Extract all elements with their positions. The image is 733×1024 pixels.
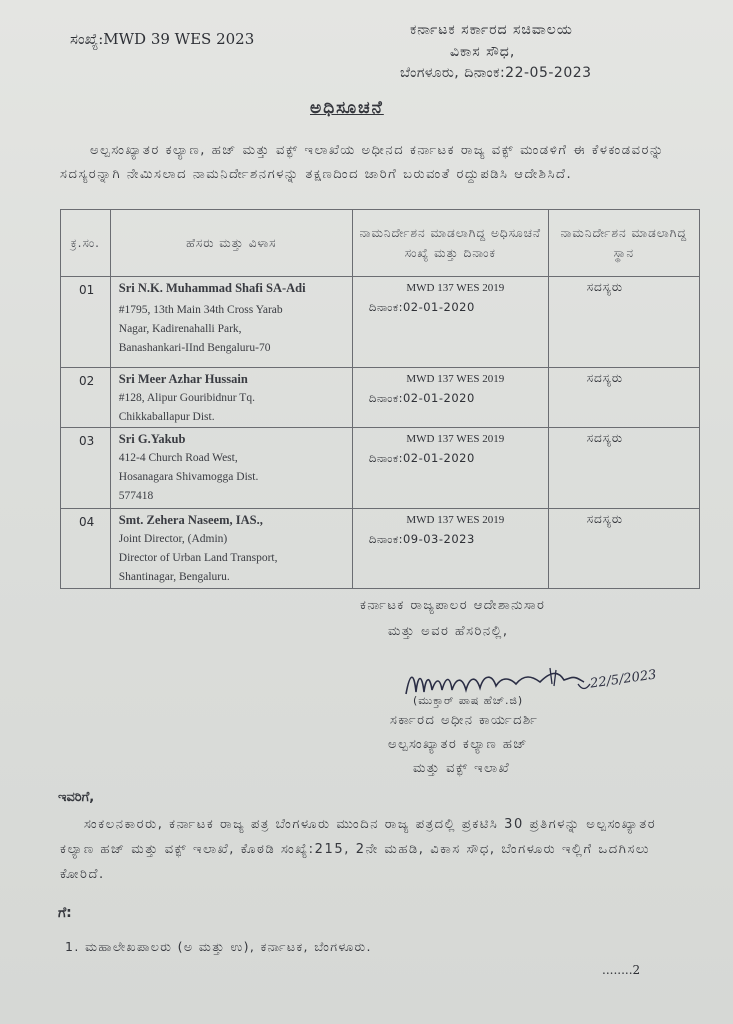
row-ref [352,277,548,368]
copy-recipient-1: 1. ಮಹಾಲೇಖಪಾಲರು (ಅ ಮತ್ತು ಉ), ಕರ್ನಾಟಕ, ಬೆಂಗಳೂರು. [65,939,372,954]
table-row [61,368,700,428]
table-row [61,277,700,368]
row-ref [352,368,548,428]
table-header-row [61,210,700,277]
address-line: 577418 [118,490,154,502]
ref-number: MWD 137 WES 2019 [406,433,505,445]
row-name-address [110,368,352,428]
signatory-name: (ಮುಕ್ತಾರ್ ಪಾಷ ಹೆಚ್.ಜಿ) [413,694,524,707]
address-line: #1795, 13th Main 34th Cross Yarab [118,304,283,316]
header-notification-ref: ನಾಮನಿರ್ದೇಶನ ಮಾಡಲಾಗಿದ್ದ ಅಧಿಸೂಚನೆ ಸಂಖ್ಯೆ ಮತ್ತು ದಿನಾಂಕ [352,210,548,277]
row-sl: 03 [61,428,111,509]
ref-date: ದಿನಾಂಕ:09-03-2023 [368,532,475,546]
address-line: Joint Director, (Admin) [118,533,228,545]
ref-number: MWD 137 WES 2019 [406,373,505,385]
row-designation: ಸದಸ್ಯರು [548,277,699,368]
address-line: Shantinagar, Bengaluru. [118,571,230,583]
building-name: ವಿಕಾಸ ಸೌಧ, [450,44,516,60]
address-line: Director of Urban Land Transport, [118,552,278,564]
address-line: 412-4 Church Road West, [118,452,238,464]
copy-to-label: ಗೆ: [58,905,72,921]
table-row [61,509,700,589]
signatory-department: ಅಲ್ಪಸಂಖ್ಯಾತರ ಕಲ್ಯಾಣ ಹಜ್ [388,737,528,752]
ref-date: ದಿನಾಂಕ:02-01-2020 [368,300,475,314]
row-ref [352,428,548,509]
row-designation: ಸದಸ್ಯರು [548,509,699,589]
header-name-address: ಹೆಸರು ಮತ್ತು ವಿಳಾಸ [110,210,352,277]
intro-paragraph: ಅಲ್ಪಸಂಖ್ಯಾತರ ಕಲ್ಯಾಣ, ಹಜ್ ಮತ್ತು ವಕ್ಫ್ ಇಲಾಖೆಯ ಅಧೀನದ ಕರ್ನಾಟಕ ರಾಜ್ಯ ವಕ್ಫ್ ಮಂಡಳಿಗೆ ಈ ಕೆಳಕಂಡವರನ್ನು ಸದಸ್ಯರನ್ನಾಗಿ ನೇಮಿಸಲಾದ ನಾಮನಿರ್ದೇಶನಗಳನ್ನು ತಕ್ಷಣದಿಂದ ಜಾರಿಗೆ ಬರುವಂತೆ ರದ್ದುಪಡಿಸಿ ಆದೇಶಿಸಿದೆ. [60,143,665,182]
row-name-address [110,509,352,589]
member-name: Sri G.Yakub [118,432,186,446]
publication-paragraph: ಸಂಕಲನಕಾರರು, ಕರ್ನಾಟಕ ರಾಜ್ಯ ಪತ್ರ ಬೆಂಗಳೂರು ಮುಂದಿನ ರಾಜ್ಯ ಪತ್ರದಲ್ಲಿ ಪ್ರಕಟಿಸಿ 30 ಪ್ರತಿಗಳನ್ನು ಅಲ್ಪಸಂಖ್ಯಾತರ ಕಲ್ಯಾಣ ಹಜ್ ಮತ್ತು ವಕ್ಫ್ ಇಲಾಖೆ, ಕೊಠಡಿ ಸಂಖ್ಯೆ:215, 2ನೇ ಮಹಡಿ, ವಿಕಾಸ ಸೌಧ, ಬೆಂಗಳೂರು ಇಲ್ಲಿಗೆ ಒದಗಿಸಲು ಕೋರಿದೆ. [60,817,657,882]
signatory-designation: ಸರ್ಕಾರದ ಅಧೀನ ಕಾರ್ಯದರ್ಶಿ [390,713,539,728]
header-position: ನಾಮನಿರ್ದೇಶನ ಮಾಡಲಾಗಿದ್ದ ಸ್ಥಾನ [548,210,699,277]
signatory-department-cont: ಮತ್ತು ವಕ್ಫ್ ಇಲಾಖೆ [413,761,511,776]
row-name-address [110,277,352,368]
member-name: Sri N.K. Muhammad Shafi SA-Adi [118,281,306,295]
row-sl: 02 [61,368,111,428]
address-line: #128, Alipur Gouribidnur Tq. [118,392,255,404]
row-sl: 04 [61,509,111,589]
notification-title: ಅಧಿಸೂಚನೆ [310,98,384,118]
row-designation: ಸದಸ್ಯರು [548,368,699,428]
governor-name-line: ಮತ್ತು ಅವರ ಹೆಸರಿನಲ್ಲಿ, [388,624,509,639]
member-name: Smt. Zehera Naseem, IAS., [118,513,263,527]
ref-number: MWD 137 WES 2019 [406,514,505,526]
members-table [60,209,700,589]
address-line: Banashankari-IInd Bengaluru-70 [118,342,271,354]
recipient-label: ಇವರಿಗೆ, [58,790,95,805]
header-sl: ಕ್ರ.ಸಂ. [61,210,111,277]
order-number: ಸಂಖ್ಯೆ:MWD 39 WES 2023 [70,30,255,48]
row-designation: ಸದಸ್ಯರು [548,428,699,509]
table-row [61,428,700,509]
next-page-indicator: ........2 [602,963,641,977]
governor-order-line: ಕರ್ನಾಟಕ ರಾಜ್ಯಪಾಲರ ಆದೇಶಾನುಸಾರ [360,598,546,613]
member-name: Sri Meer Azhar Hussain [118,372,248,386]
ref-date: ದಿನಾಂಕ:02-01-2020 [368,451,475,465]
place-date: ಬೆಂಗಳೂರು, ದಿನಾಂಕ:22-05-2023 [400,65,592,81]
department-name: ಕರ್ನಾಟಕ ಸರ್ಕಾರದ ಸಚಿವಾಲಯ [410,22,573,38]
ref-number: MWD 137 WES 2019 [406,282,505,294]
row-name-address [110,428,352,509]
signature-date: 22/5/2023 [589,667,658,692]
address-line: Hosanagara Shivamogga Dist. [118,471,259,483]
address-line: Chikkaballapur Dist. [118,411,215,423]
ref-date: ದಿನಾಂಕ:02-01-2020 [368,391,475,405]
row-ref [352,509,548,589]
row-sl: 01 [61,277,111,368]
address-line: Nagar, Kadirenahalli Park, [118,323,242,335]
